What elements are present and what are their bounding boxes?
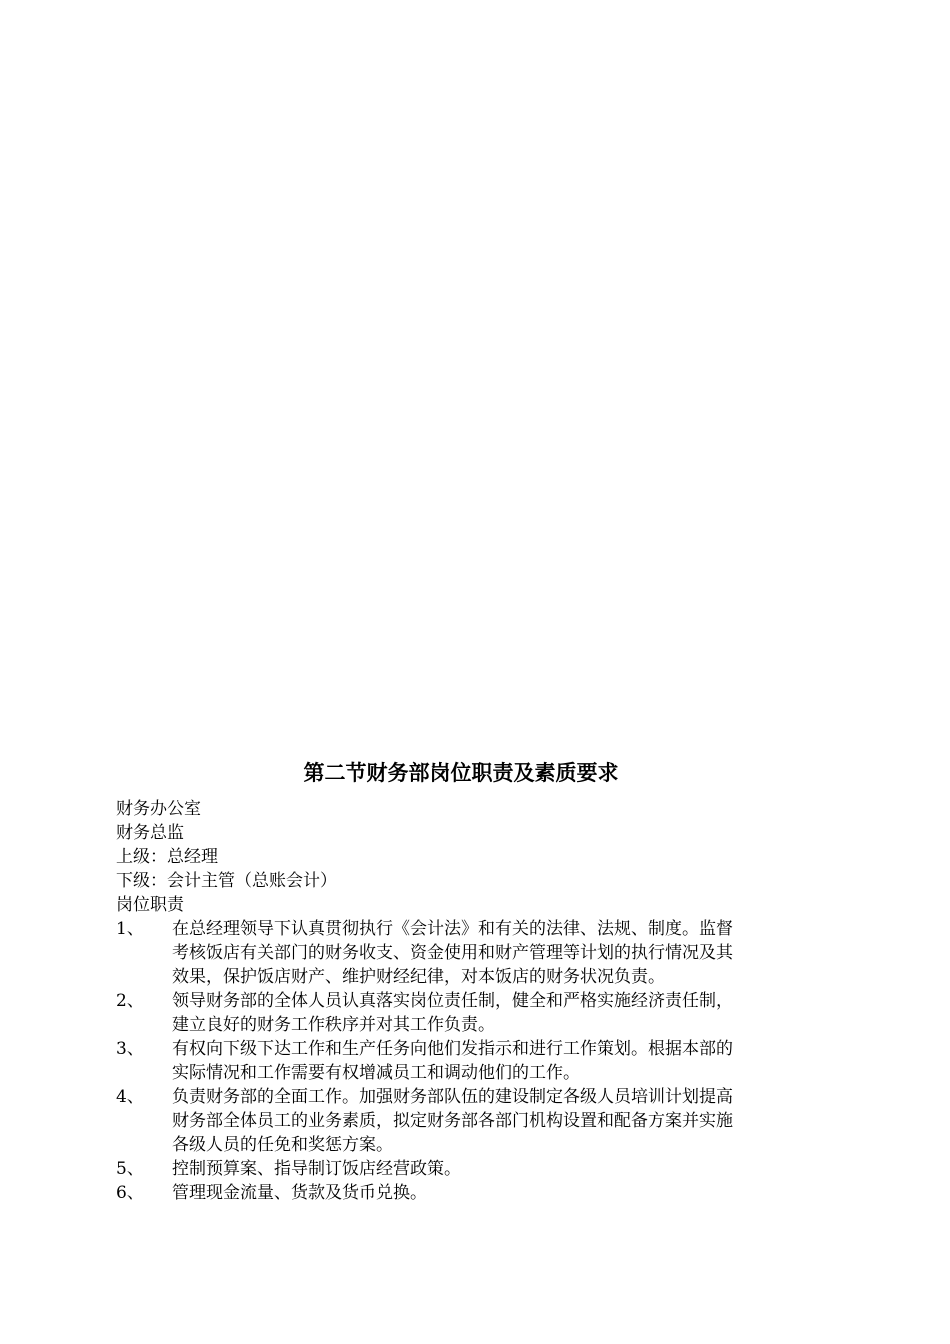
position-title: 财务总监 — [116, 823, 184, 843]
duty-text — [172, 1085, 816, 1157]
duty-number: 2、 — [116, 991, 144, 1011]
document-body — [116, 797, 816, 1205]
duty-item-1 — [116, 917, 816, 989]
duty-number: 1、 — [116, 919, 144, 939]
department-label: 财务办公室 — [116, 799, 201, 819]
duty-line: 领导财务部的全体人员认真落实岗位责任制，健全和严格实施经济责任制， — [172, 991, 733, 1011]
duty-item-3 — [116, 1037, 816, 1085]
duty-line: 负责财务部的全面工作。加强财务部队伍的建设制定各级人员培训计划提高 — [172, 1087, 733, 1107]
subordinate-line: 下级：会计主管（总账会计） — [116, 871, 337, 891]
duty-line: 考核饭店有关部门的财务收支、资金使用和财产管理等计划的执行情况及其 — [172, 943, 733, 963]
duty-item-2 — [116, 989, 816, 1037]
duty-number: 6、 — [116, 1183, 144, 1203]
duty-text — [172, 989, 816, 1037]
duty-item-4 — [116, 1085, 816, 1157]
duty-line: 财务部全体员工的业务素质，拟定财务部各部门机构设置和配备方案并实施 — [172, 1111, 733, 1131]
duty-line: 管理现金流量、货款及货币兑换。 — [172, 1183, 427, 1203]
duty-line: 控制预算案、指导制订饭店经营政策。 — [172, 1159, 461, 1179]
duty-number: 3、 — [116, 1039, 144, 1059]
duty-item-5 — [116, 1157, 816, 1181]
duty-number: 4、 — [116, 1087, 144, 1107]
duty-text — [172, 1157, 816, 1181]
duty-line: 建立良好的财务工作秩序并对其工作负责。 — [172, 1015, 495, 1035]
duties-heading: 岗位职责 — [116, 895, 184, 915]
duty-line: 实际情况和工作需要有权增减员工和调动他们的工作。 — [172, 1063, 580, 1083]
duty-text — [172, 917, 816, 989]
duty-text — [172, 1181, 816, 1205]
duty-text — [172, 1037, 816, 1085]
duty-number: 5、 — [116, 1159, 144, 1179]
duty-line: 有权向下级下达工作和生产任务向他们发指示和进行工作策划。根据本部的 — [172, 1039, 733, 1059]
duty-item-6 — [116, 1181, 816, 1205]
superior-line: 上级：总经理 — [116, 847, 218, 867]
duty-line: 各级人员的任免和奖惩方案。 — [172, 1135, 393, 1155]
duty-line: 效果，保护饭店财产、维护财经纪律，对本饭店的财务状况负责。 — [172, 967, 665, 987]
section-title: 第二节财务部岗位职责及素质要求 — [303, 761, 619, 785]
duty-line: 在总经理领导下认真贯彻执行《会计法》和有关的法律、法规、制度。监督 — [172, 919, 733, 939]
